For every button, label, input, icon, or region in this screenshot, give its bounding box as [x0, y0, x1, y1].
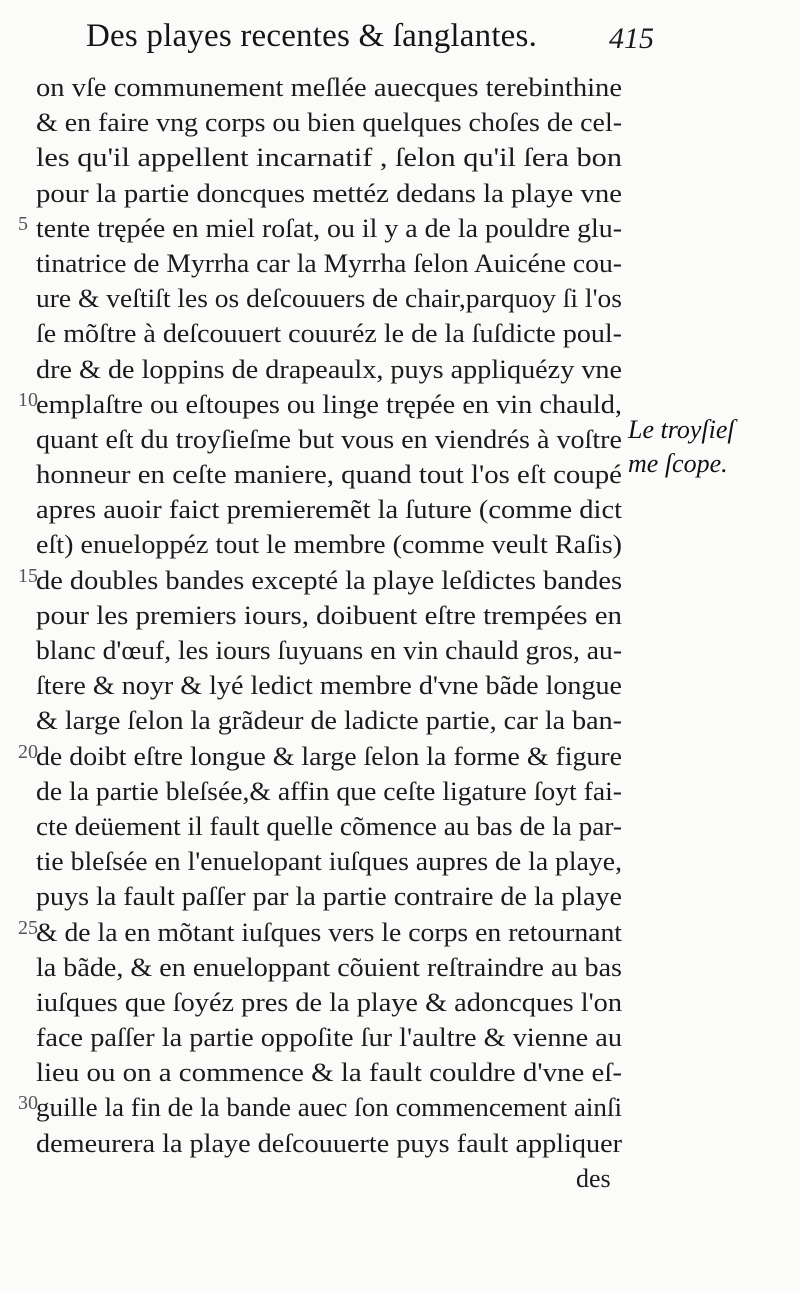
line-text: & en faire vng corps ou bien quelques choſes de cel-: [36, 108, 622, 138]
text-line: [36, 105, 626, 140]
text-line: [36, 422, 626, 457]
text-line: [36, 1055, 626, 1090]
line-text: lieu ou on a commence & la fault couldre d'vne eſ-: [36, 1058, 622, 1088]
text-line: [36, 809, 626, 844]
line-text: face paſſer la partie oppoſite ſur l'aultre & vienne au: [36, 1023, 622, 1053]
text-line: [18, 739, 626, 774]
line-number: 15: [18, 564, 38, 587]
line-text: de doibt eſtre longue & large ſelon la forme & figure: [36, 741, 622, 771]
text-line: [36, 457, 626, 492]
line-text: de doubles bandes excepté la playe leſdictes bandes: [36, 565, 622, 595]
text-line: [36, 1020, 626, 1055]
text-line: [36, 70, 626, 105]
text-line: [36, 492, 626, 527]
text-line: [36, 633, 626, 668]
line-text: cte deüement il fault quelle cõmence au bas de la par-: [36, 811, 623, 841]
text-line: [36, 774, 626, 809]
line-text: tie bleſsée en l'enuelopant iuſques aupres de la playe,: [36, 847, 622, 877]
catchword-line: [36, 1161, 626, 1196]
line-text: tinatrice de Myrrha car la Myrrha ſelon Auicéne cou-: [36, 248, 622, 278]
line-text: blanc d'œuf, les iours ſuyuans en vin chauld gros, au-: [36, 636, 622, 665]
text-line: [36, 527, 626, 562]
text-line: [36, 176, 626, 211]
running-title: Des playes recentes & ſanglantes.: [86, 18, 538, 54]
line-number: 10: [18, 388, 38, 411]
line-number: 30: [18, 1092, 38, 1115]
line-text: ſe mõſtre à deſcouuert couuréz le de la ſuſdicte poul-: [36, 319, 622, 349]
line-text: pour la partie doncques mettéz dedans la playe vne: [36, 178, 622, 208]
line-text: tente trępée en miel roſat, ou il y a de la pouldre glu-: [36, 213, 622, 243]
text-line: [36, 352, 626, 387]
text-line: [18, 1090, 626, 1125]
line-number: 5: [18, 212, 28, 235]
text-line: [36, 140, 626, 175]
line-text: iuſques que ſoyéz pres de la playe & adoncques l'on: [36, 987, 622, 1017]
line-text: dre & de loppins de drapeaulx, puys appliquézy vne: [36, 354, 622, 384]
text-line: [36, 879, 626, 914]
text-line: [36, 598, 626, 633]
marginal-note-line: me ſcope.: [628, 449, 728, 478]
line-text: & de la en mõtant iuſques vers le corps en retournant: [36, 917, 622, 947]
line-text: la bãde, & en enueloppant cõuient reſtraindre au bas: [36, 952, 622, 982]
page-number: 415: [609, 22, 654, 55]
line-text: les qu'il appellent incarnatif , ſelon qu'il ſera bon: [36, 143, 622, 173]
line-text: demeurera la playe deſcouuerte puys fault appliquer: [36, 1128, 622, 1158]
marginal-note-line: Le troyſieſ: [628, 415, 735, 444]
text-line: [36, 668, 626, 703]
text-line: [36, 703, 626, 738]
line-text: eſt) enueloppéz tout le membre (comme veult Raſis): [36, 530, 622, 560]
line-text: emplaſtre ou eſtoupes ou linge trępée en vin chauld,: [36, 389, 622, 419]
text-line: [36, 1126, 626, 1161]
text-line: [36, 246, 626, 281]
text-line: [18, 563, 626, 598]
marginal-note: [628, 413, 788, 481]
line-text: quant eſt du troyſieſme but vous en viendrés à voſtre: [36, 424, 622, 454]
text-line: [18, 387, 626, 422]
body-text: [18, 70, 626, 1196]
text-line: [36, 950, 626, 985]
text-line: [36, 281, 626, 316]
line-text: ſtere & noyr & lyé ledict membre d'vne bãde longue: [36, 671, 622, 701]
line-text: pour les premiers iours, doibuent eſtre trempées en: [36, 600, 622, 630]
line-number: 20: [18, 740, 38, 763]
line-text: puys la fault paſſer par la partie contraire de la playe: [36, 882, 622, 912]
catchword: des: [576, 1163, 611, 1193]
text-line: [18, 915, 626, 950]
line-text: de la partie bleſsée,& affin que ceſte ligature ſoyt fai-: [36, 776, 622, 806]
line-text: apres auoir faict premieremẽt la ſuture (comme dict: [36, 495, 622, 525]
text-line: [36, 844, 626, 879]
line-text: ure & veſtiſt les os deſcouuers de chair,parquoy ſi l'os: [36, 284, 622, 314]
text-line: [18, 211, 626, 246]
page-header: [86, 14, 654, 64]
line-number: 25: [18, 916, 38, 939]
text-line: [36, 985, 626, 1020]
line-text: guille la fin de la bande auec ſon commencement ainſi: [36, 1093, 622, 1123]
line-text: honneur en ceſte maniere, quand tout l'os eſt coupé: [36, 460, 622, 490]
text-line: [36, 316, 626, 351]
line-text: & large ſelon la grãdeur de ladicte partie, car la ban-: [36, 706, 623, 736]
line-text: on vſe communement meſlée auecques terebinthine: [36, 73, 622, 102]
